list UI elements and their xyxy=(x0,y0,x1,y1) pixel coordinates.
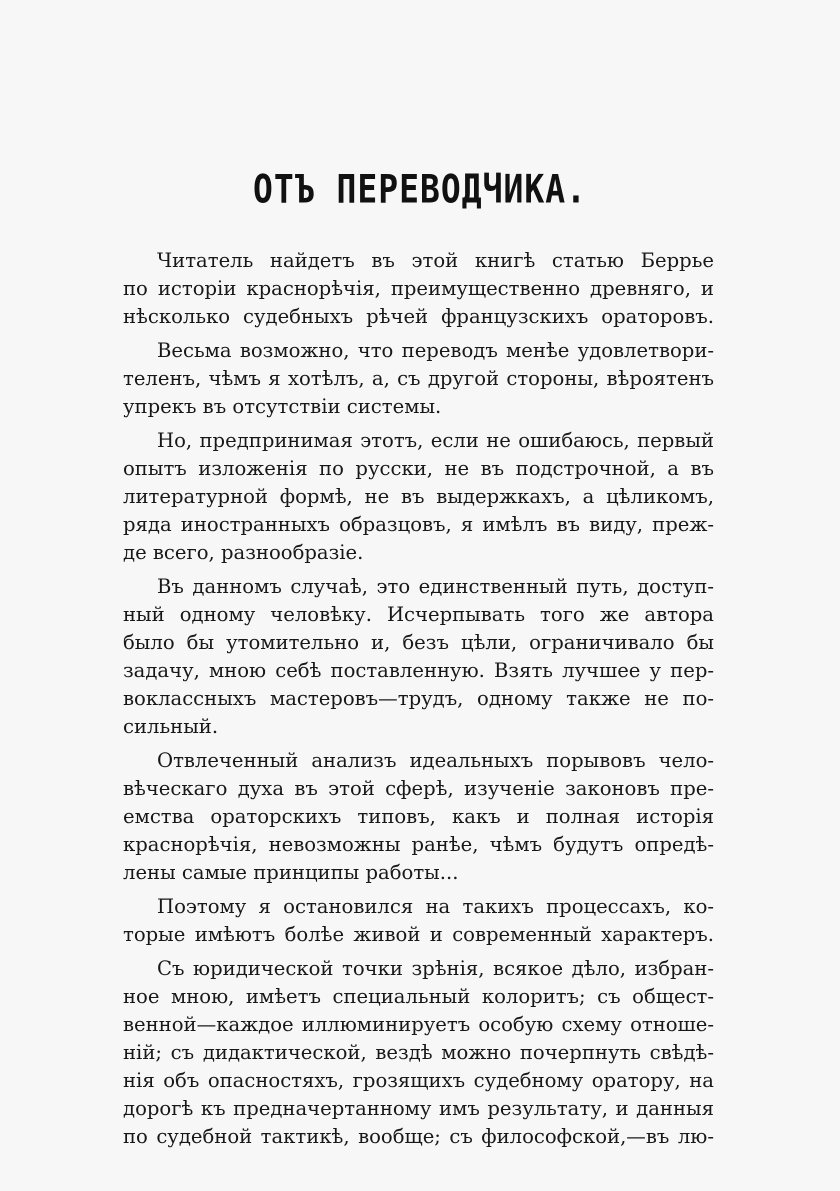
paragraph xyxy=(123,747,714,887)
text-line: Но, предпринимая этотъ, если не ошибаюсь, первый xyxy=(157,429,714,452)
paragraph xyxy=(123,955,714,1151)
text-line: вѣческаго духа въ этой сферѣ, изученіе законовъ пре- xyxy=(123,777,714,800)
text-line: нія объ опасностяхъ, грозящихъ судебному оратору, на xyxy=(123,1069,714,1092)
paragraph xyxy=(123,337,714,421)
text-line: лены самые принципы работы... xyxy=(123,861,459,884)
text-line: опытъ изложенія по русски, не въ подстрочной, а въ xyxy=(123,457,714,480)
text-line: ряда иностранныхъ образцовъ, я имѣлъ въ виду, преж- xyxy=(123,513,714,536)
text-line: ное мною, имѣетъ специальный колоритъ; съ общест- xyxy=(123,985,714,1008)
text-line: Читатель найдетъ въ этой книгѣ статью Беррье xyxy=(157,249,714,272)
text-line: торые имѣютъ болѣе живой и современный характеръ. xyxy=(123,923,714,946)
text-line: Отвлеченный анализъ идеальныхъ порывовъ чело- xyxy=(157,749,714,772)
paragraph xyxy=(123,893,714,949)
text-line: нѣсколько судебныхъ рѣчей французскихъ ораторовъ. xyxy=(123,305,714,328)
page-title: ОТЪ ПЕРЕВОДЧИКА. xyxy=(253,166,587,213)
text-line: Поэтому я остановился на такихъ процессахъ, ко- xyxy=(157,895,714,918)
text-line: ный одному человѣку. Исчерпывать того же автора xyxy=(123,603,714,626)
text-line: венной—каждое иллюминируетъ особую схему отноше- xyxy=(123,1013,714,1036)
text-line: Съ юридической точки зрѣнія, всякое дѣло, избран- xyxy=(157,957,714,980)
paragraph xyxy=(123,573,714,741)
text-line: было бы утомительно и, безъ цѣли, ограничивало бы xyxy=(123,631,714,654)
text-line: упрекъ въ отсутствіи системы. xyxy=(123,395,442,418)
text-line: литературной формѣ, не въ выдержкахъ, а цѣликомъ, xyxy=(123,485,714,508)
text-line: задачу, мною себѣ поставленную. Взять лучшее у пер- xyxy=(123,659,714,682)
text-line: по исторіи краснорѣчія, преимущественно древняго, и xyxy=(123,277,714,300)
text-line: ній; съ дидактической, вездѣ можно почерпнуть свѣдѣ- xyxy=(123,1041,714,1064)
paragraph xyxy=(123,427,714,567)
text-line: краснорѣчія, невозможны ранѣе, чѣмъ будутъ опредѣ- xyxy=(123,833,714,856)
text-line: воклассныхъ мастеровъ—трудъ, одному также не по- xyxy=(123,687,714,710)
text-line: емства ораторскихъ типовъ, какъ и полная исторія xyxy=(123,805,714,828)
text-line: дорогѣ къ предначертанному имъ результату, и данныя xyxy=(123,1097,714,1120)
text-line: де всего, разнообразіе. xyxy=(123,541,364,564)
body-text xyxy=(123,247,714,1157)
text-line: теленъ, чѣмъ я хотѣлъ, а, съ другой стороны, вѣроятенъ xyxy=(123,367,714,390)
text-line: Въ данномъ случаѣ, это единственный путь, доступ- xyxy=(157,575,714,598)
paragraph xyxy=(123,247,714,331)
text-line: сильный. xyxy=(123,715,219,738)
text-line: Весьма возможно, что переводъ менѣе удовлетвори- xyxy=(157,339,714,362)
text-line: по судебной тактикѣ, вообще; съ философской,—въ лю- xyxy=(123,1125,714,1148)
